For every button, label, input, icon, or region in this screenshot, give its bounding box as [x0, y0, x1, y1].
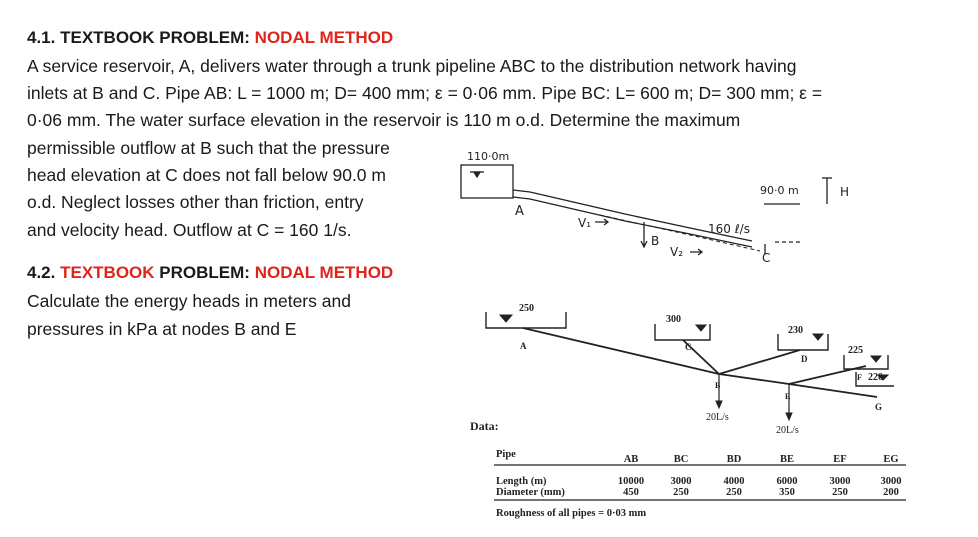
water-level-icon [871, 356, 881, 362]
reservoir-a-tank [486, 312, 566, 328]
v1-label: V₁ [578, 216, 592, 230]
level-90-label: 90·0 m [760, 184, 799, 197]
problem-text-line: inlets at B and C. Pipe AB: L = 1000 m; D= 400 mm; ε = 0·06 mm. Pipe BC: L= 600 m; D= 300 mm; ε = [27, 83, 823, 103]
v1-arrow-icon [595, 219, 608, 225]
problem-text-line: o.d. Neglect losses other than friction, entry [27, 192, 364, 212]
roughness-note: Roughness of all pipes = 0·03 mm [496, 508, 647, 519]
pipe-col-header: BD [726, 454, 742, 465]
outflow-b-arrowhead [716, 401, 722, 408]
level-c-label: 300 [666, 314, 681, 325]
pipeline-sketch-labels [467, 150, 849, 265]
pipe-col-header: AB [623, 454, 639, 465]
length-cell: 10000 [617, 476, 645, 487]
problem-text-line: permissible outflow at B such that the pressure [27, 138, 390, 158]
level-a-label: 250 [519, 303, 534, 314]
heading-topic: NODAL METHOD [254, 263, 394, 282]
pipe-bd [719, 350, 800, 374]
node-b-label: B [715, 381, 721, 390]
row-header-pipe: Pipe [496, 449, 516, 460]
level-d-label: 230 [788, 325, 803, 336]
length-cell: 3000 [670, 476, 692, 487]
diameter-cell: 250 [726, 487, 742, 498]
heading-topic: NODAL METHOD [254, 28, 394, 47]
problem-text-line: head elevation at C does not fall below 90.0 m [27, 165, 386, 185]
problem-number: 4.2. [27, 263, 56, 282]
node-a-label: A [520, 341, 527, 351]
length-cell: 3000 [829, 476, 851, 487]
v2-label: V₂ [670, 245, 684, 259]
heading-label: TEXTBOOK PROBLEM: [60, 28, 250, 47]
diameter-cell: 450 [623, 487, 639, 498]
diameter-cell: 350 [779, 487, 795, 498]
diameter-cell: 250 [673, 487, 689, 498]
node-a-label: A [515, 204, 524, 219]
node-g-label: G [875, 402, 883, 412]
row-header-diameter: Diameter (mm) [496, 487, 565, 498]
diameter-cell: 250 [832, 487, 848, 498]
length-cell: 6000 [776, 476, 798, 487]
problem-number: 4.1. [27, 28, 56, 47]
node-d-label: D [801, 354, 808, 364]
pipe-ef [789, 366, 866, 384]
problem-text-line: Calculate the energy heads in meters and [27, 291, 351, 311]
outflow-b-label: 20L/s [706, 412, 729, 423]
node-e-label: E [785, 392, 791, 401]
water-level-icon [474, 172, 480, 177]
node-f-label: F [857, 373, 862, 382]
flow-c-label: 160 ℓ/s [708, 222, 750, 236]
outflow-e-label: 20L/s [776, 425, 799, 436]
heading-label-2: PROBLEM: [159, 263, 250, 282]
problem-text-line: A service reservoir, A, delivers water through a trunk pipeline ABC to the distribution network having [27, 56, 797, 76]
pipe-network [486, 312, 894, 420]
h-label: H [840, 185, 850, 199]
outflow-e-arrowhead [786, 413, 792, 420]
pipe-col-header: BE [779, 454, 795, 465]
water-level-icon [813, 334, 823, 340]
node-c-label: C [762, 251, 771, 265]
water-level-icon [696, 325, 706, 331]
pipe-col-header: EG [883, 454, 899, 465]
row-header-length: Length (m) [496, 476, 547, 487]
water-level-icon [500, 315, 512, 322]
node-b-label: B [651, 234, 660, 248]
heading-label: TEXTBOOK [60, 263, 155, 282]
pipe-be [719, 374, 789, 384]
node-c-label: C [685, 342, 692, 352]
level-f-label: 220 [868, 372, 883, 383]
data-label: Data: [470, 419, 499, 433]
length-cell: 4000 [723, 476, 745, 487]
problem-text-line: 0·06 mm. The water surface elevation in the reservoir is 110 m o.d. Determine the maximum [27, 110, 741, 130]
pipe-col-header: EF [833, 454, 847, 465]
length-cell: 3000 [880, 476, 902, 487]
reservoir-a [461, 165, 513, 198]
problem-text-line: and velocity head. Outflow at C = 160 1/s. [27, 220, 352, 240]
data-table [470, 419, 906, 519]
diameter-cell: 200 [883, 487, 899, 498]
problem-text-line: pressures in kPa at nodes B and E [27, 319, 297, 339]
level-g-label: 225 [848, 345, 863, 356]
pipe-col-header: BC [673, 454, 689, 465]
reservoir-level-label: 110·0m [467, 150, 510, 163]
v2-arrow-icon [690, 249, 702, 255]
